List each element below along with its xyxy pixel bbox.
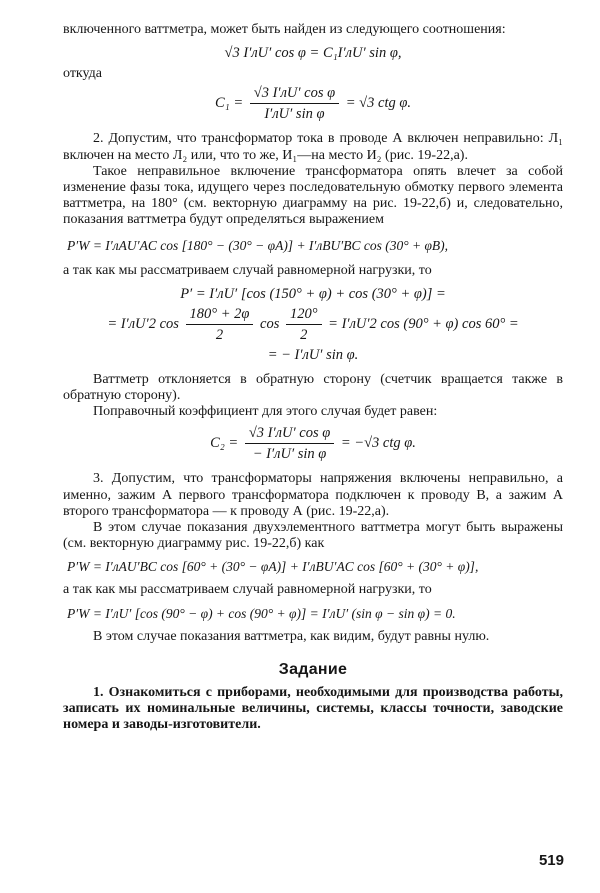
- paragraph: включенного ваттметра, может быть найден из следующего соотношения:: [63, 22, 506, 37]
- fraction-denominator: − I′лU′ sin φ: [252, 446, 327, 463]
- paragraph: Поправочный коэффициент для этого случая будет равен:: [93, 404, 438, 420]
- paragraph: 1. Ознакомиться с приборами, необходимыми для производства работы, записать их номинальные величины, системы, классы точности, заводские номера и заводы-изготовители.: [63, 684, 563, 733]
- fraction-denominator: 2: [215, 326, 224, 343]
- formula-pw-case3: P′W = I′лАU′BC cos [60° + (30° − φA)] + I′лBU′AC cos [60° + (30° + φ)],: [67, 559, 479, 575]
- paragraph: Ваттметр отклоняется в обратную сторону (счетчик вращается также в обратную сторону).: [63, 371, 563, 404]
- formula-part: = I′лU′2 cos (90° + φ) cos 60° =: [328, 315, 519, 332]
- formula-c2-lhs: C₂ =: [210, 435, 239, 452]
- formula-c2-rhs: = −√3 ctg φ.: [340, 435, 416, 452]
- fraction-numerator: 180° + 2φ: [186, 305, 254, 325]
- page-body: [63, 22, 563, 733]
- paragraph: В этом случае показания двухэлементного ваттметра могут быть выражены (см. векторную диаграмму рис. 19-22,б) как: [63, 520, 563, 552]
- formula-pw-case2: P′W = I′лАU′AC cos [180° − (30° − φA)] + I′лBU′BC cos (30° + φB),: [67, 237, 449, 253]
- fraction-numerator: √3 I′лU′ cos φ: [245, 424, 334, 444]
- paragraph: 2. Допустим, что трансформатор тока в проводе А включен неправильно: Л₁ включен на место Л₂ или, что то же, И₁—на место И₂ (рис. 19-22,а).: [63, 131, 563, 163]
- fraction-numerator: √3 I′лU′ cos φ: [250, 84, 339, 104]
- fraction: [286, 305, 322, 344]
- formula-pw-zero: P′W = I′лU′ [cos (90° − φ) + cos (90° + φ)] = I′лU′ (sin φ − sin φ) = 0.: [67, 605, 456, 621]
- formula-part: = I′лU′2 cos: [107, 315, 179, 332]
- paragraph: откуда: [63, 66, 102, 82]
- paragraph: а так как мы рассматриваем случай равномерной нагрузки, то: [63, 582, 432, 598]
- paragraph: В этом случае показания ваттметра, как видим, будут равны нулю.: [93, 628, 490, 644]
- formula-p-line3: = − I′лU′ sin φ.: [267, 346, 359, 363]
- fraction: [186, 305, 254, 344]
- formula-c1: [63, 84, 563, 123]
- formula-p-line2: [63, 305, 563, 344]
- fraction-denominator: 2: [300, 326, 308, 343]
- formula-part: cos: [260, 315, 280, 332]
- page-number: 519: [538, 852, 564, 869]
- formula-c1-lhs: C₁ =: [214, 95, 244, 112]
- paragraph: Такое неправильное включение трансформатора опять влечет за собой изменение фазы тока, идущего через последовательную обмотку первого элемента ваттметра, на 180° (см. векторную диаграмму на рис. 19-22,б) и, следовательно, показания ваттметра будут определяться выражением: [63, 163, 563, 228]
- fraction: [245, 424, 334, 463]
- formula-c2: [63, 424, 563, 463]
- formula-c1-rhs: = √3 ctg φ.: [345, 95, 411, 112]
- paragraph: а так как мы рассматриваем случай равномерной нагрузки, то: [63, 262, 432, 278]
- fraction-denominator: I′лU′ sin φ: [264, 106, 325, 123]
- fraction-numerator: 120°: [286, 305, 322, 325]
- fraction: [250, 84, 339, 123]
- formula-p-line1: P′ = I′лU′ [cos (150° + φ) + cos (30° + φ)] =: [180, 285, 446, 302]
- formula-wattmeter-ratio: √3 I′лU′ cos φ = C₁I′лU′ sin φ,: [224, 45, 402, 62]
- section-heading: Задание: [278, 660, 348, 678]
- paragraph: 3. Допустим, что трансформаторы напряжения включены неправильно, а именно, зажим А первого трансформатора подключен к проводу В, а зажим А второго трансформатора — к проводу А (рис. 19-22,а).: [63, 471, 563, 519]
